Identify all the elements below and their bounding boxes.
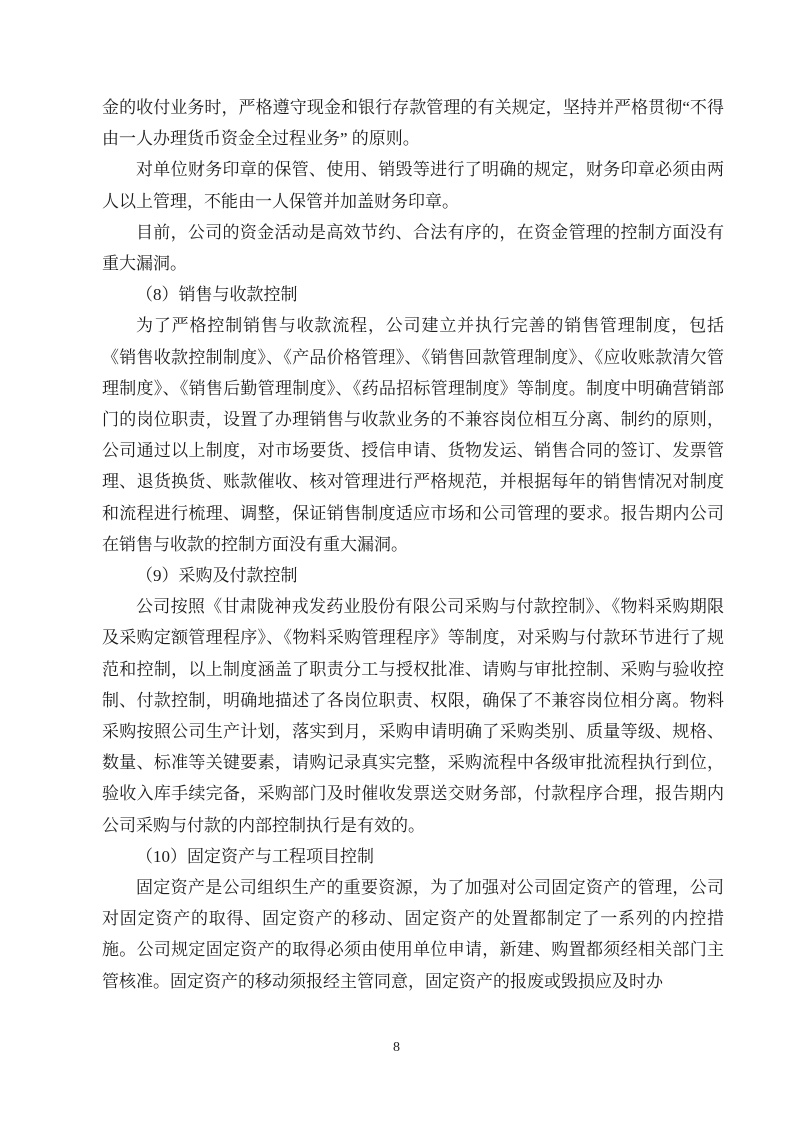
- paragraph-cash-payment: 金的收付业务时，严格遵守现金和银行存款管理的有关规定，坚持并严格贯彻“不得由一人办理货币资金全过程业务” 的原则。: [102, 98, 724, 149]
- section-heading-8-sales-collection: （8）销售与收款控制: [136, 285, 298, 305]
- document-body: [102, 92, 724, 997]
- page-number: 8: [393, 1040, 400, 1055]
- paragraph-fund-activity: 目前，公司的资金活动是高效节约、合法有序的，在资金管理的控制方面没有重大漏洞。: [102, 222, 724, 274]
- section-heading-9-purchase-payment: （9）采购及付款控制: [136, 566, 298, 586]
- paragraph-purchase-payment-control: 公司按照《甘肃陇神戎发药业股份有限公司采购与付款控制》、《物料采购期限及采购定额管理程序》、《物料采购管理程序》等制度，对采购与付款环节进行了规范和控制，以上制度涵盖了职责分工与授权批准、请购与审批控制、采购与验收控制、付款控制，明确地描述了各岗位职责、权限，确保了不兼容岗位相分离。物料采购按照公司生产计划，落实到月，采购申请明确了采购类别、质量等级、规格、数量、标准等关键要素，请购记录真实完整，采购流程中各级审批流程执行到位，验收入库手续完备，采购部门及时催收发票送交财务部，付款程序合理，报告期内公司采购与付款的内部控制执行是有效的。: [102, 597, 724, 835]
- section-heading-10-fixed-assets: （10）固定资产与工程项目控制: [136, 846, 374, 866]
- paragraph-sales-collection-control: 为了严格控制销售与收款流程，公司建立并执行完善的销售管理制度，包括《销售收款控制制度》、《产品价格管理》、《销售回款管理制度》、《应收账款清欠管理制度》、《销售后勤管理制度》、《药品招标管理制度》等制度。制度中明确营销部门的岗位职责，设置了办理销售与收款业务的不兼容岗位相互分离、制约的原则，公司通过以上制度，对市场要货、授信申请、货物发运、销售合同的签订、发票管理、退货换货、账款催收、核对管理进行严格规范，并根据每年的销售情况对制度和流程进行梳理、调整，保证销售制度适应市场和公司管理的要求。报告期内公司在销售与收款的控制方面没有重大漏洞。: [102, 316, 724, 554]
- paragraph-fixed-assets-control: 固定资产是公司组织生产的重要资源，为了加强对公司固定资产的管理，公司对固定资产的取得、固定资产的移动、固定资产的处置都制定了一系列的内控措施。公司规定固定资产的取得必须由使用单位申请，新建、购置都须经相关部门主管核准。固定资产的移动须报经主管同意，固定资产的报废或毁损应及时办: [102, 878, 724, 991]
- paragraph-finance-seal: 对单位财务印章的保管、使用、销毁等进行了明确的规定，财务印章必须由两人以上管理，不能由一人保管并加盖财务印章。: [102, 160, 724, 211]
